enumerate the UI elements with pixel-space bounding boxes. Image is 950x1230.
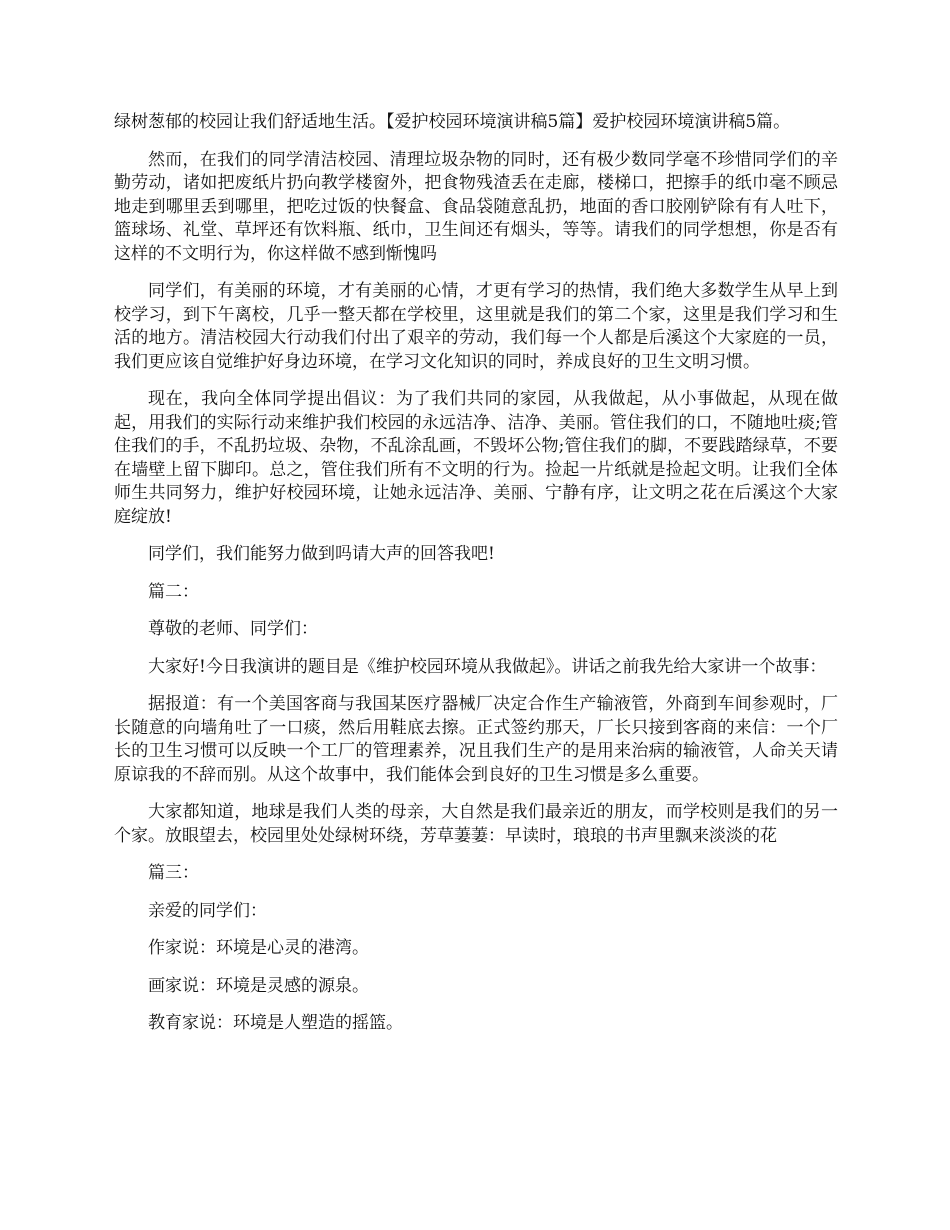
paragraph-intro-continuation: 绿树葱郁的校园让我们舒适地生活。【爱护校园环境演讲稿5篇】爱护校园环境演讲稿5篇。 [114,112,791,132]
document-body [114,111,838,1050]
salutation-part-three: 亲爱的同学们： [148,900,267,921]
paragraph-earth-mother: 大家都知道，地球是我们人类的母亲，大自然是我们最亲近的朋友，而学校则是我们的另一个家。放眼望去，校园里处处绿树环绕，芳草萋萋：早读时，琅琅的书声里飘来淡淡的花 [114,802,838,846]
paragraph-beautiful-environment: 同学们，有美丽的环境，才有美丽的心情，才更有学习的热情，我们绝大多数学生从早上到校学习，到下午离校，几乎一整天都在学校里，这里就是我们的第二个家，这里是我们学习和生活的地方。清洁校园大行动我们付出了艰辛的劳动，我们每一个人都是后溪这个大家庭的一员，我们更应该自觉维护好身边环境，在学习文化知识的同时，养成良好的卫生文明习惯。 [114,281,838,372]
paragraph-call-to-answer: 同学们，我们能努力做到吗请大声的回答我吧! [148,544,495,564]
paragraph-proposal: 现在，我向全体同学提出倡议：为了我们共同的家园，从我做起，从小事做起，从现在做起，用我们的实际行动来维护我们校园的永远洁净、洁净、美丽。管住我们的口，不随地吐痰;管住我们的手，不乱扔垃圾、杂物，不乱涂乱画，不毁坏公物;管住我们的脚，不要践踏绿草，不要在墙壁上留下脚印。总之，管住我们所有不文明的行为。捡起一片纸就是捡起文明。让我们全体师生共同努力，维护好校园环境，让她永远洁净、美丽、宁静有序，让文明之花在后溪这个大家庭绽放! [114,389,838,527]
salutation-part-two: 尊敬的老师、同学们： [148,619,318,639]
section-heading-part-three: 篇三： [148,863,199,883]
section-heading-part-two: 篇二： [148,581,199,602]
paragraph-littering-problem: 然而，在我们的同学清洁校园、清理垃圾杂物的同时，还有极少数同学毫不珍惜同学们的辛勤劳动，诸如把废纸片扔向教学楼窗外，把食物残渣丢在走廊，楼梯口，把擦手的纸巾毫不顾忌地走到哪里丢到哪里，把吃过饭的快餐盒、食品袋随意乱扔，地面的香口胶刚铲除有有人吐下，篮球场、礼堂、草坪还有饮料瓶、纸巾，卫生间还有烟头，等等。请我们的同学想想，你是否有这样的不文明行为，你这样做不感到惭愧吗 [114,149,838,264]
quote-educator: 教育家说：环境是人塑造的摇篮。 [148,1013,403,1033]
paragraph-story: 据报道：有一个美国客商与我国某医疗器械厂决定合作生产输液管，外商到车间参观时，厂长随意的向墙角吐了一口痰，然后用鞋底去擦。正式签约那天，厂长只接到客商的来信：一个厂长的卫生习惯可以反映一个工厂的管理素养，况且我们生产的是用来治病的输液管，人命关天请原谅我的不辞而别。从这个故事中，我们能体会到良好的卫生习惯是多么重要。 [114,694,838,785]
quote-writer: 作家说：环境是心灵的港湾。 [148,938,369,958]
quote-painter: 画家说：环境是灵感的源泉。 [148,975,369,996]
paragraph-speech-topic: 大家好!今日我演讲的题目是《维护校园环境从我做起》。讲话之前我先给大家讲一个故事： [148,656,827,677]
